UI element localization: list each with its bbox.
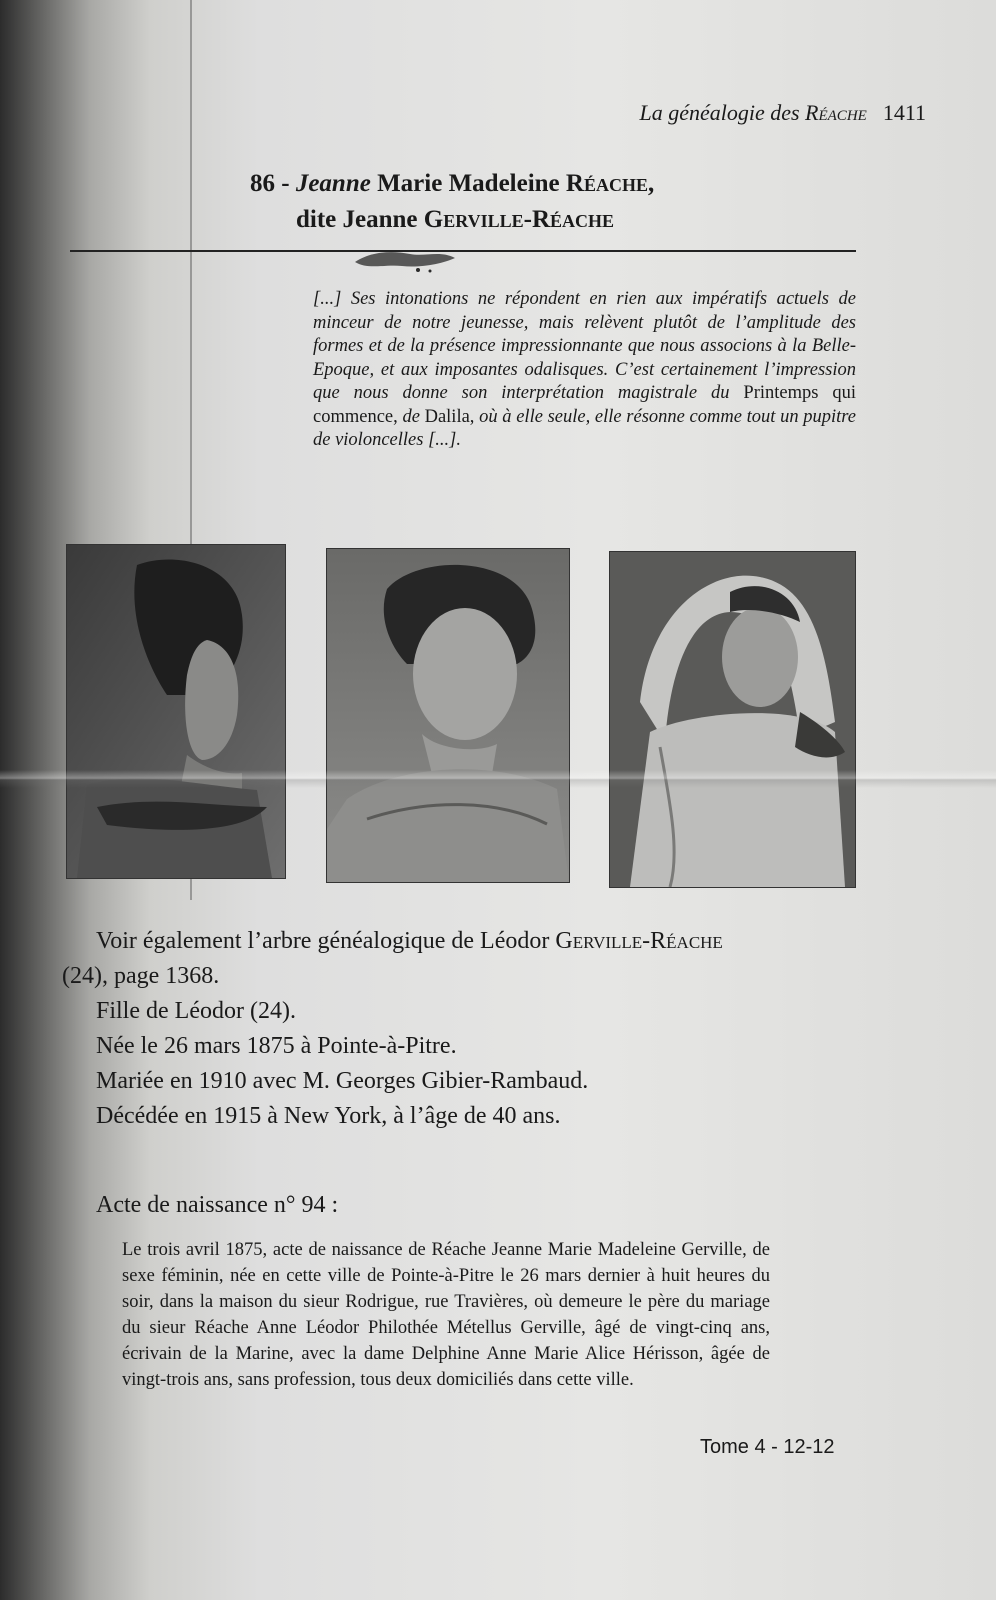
birth-record-text: Le trois avril 1875, acte de naissance de Réache Jeanne Marie Madeleine Gerville, de sexe féminin, née en cette ville de Pointe-à-Pitre le 26 mars dernier à huit heures du soir, dans la maison du sieur Rodrigue, rue Travières, où demeure le père du mariage du sieur Réache Anne Léodor Philothée Métellus Gerville, âgé de vingt-cinq ans, écrivain de la Marine, avec la dame Delphine Anne Marie Alice Hérisson, âgée de vingt-trois ans, sans profession, tous deux domiciliés dans cette ville. xyxy=(122,1240,770,1390)
see-also-paragraph: Voir également l’arbre généalogique de Léodor Gerville-Réache (24), page 1368. xyxy=(62,928,723,989)
ink-smudge-decoration xyxy=(350,244,460,274)
chapter-title xyxy=(250,166,654,238)
page-fold-crease xyxy=(0,770,996,788)
chapter-title-line-2: dite Jeanne Gerville-Réache xyxy=(296,206,615,233)
title-divider xyxy=(70,250,856,252)
portrait-photo-1 xyxy=(66,544,286,879)
portrait-photo-3 xyxy=(609,551,856,888)
page-number: 1411 xyxy=(882,100,926,125)
death-line: Décédée en 1915 à New York, à l’âge de 40 ans. xyxy=(96,1103,561,1129)
opening-quote: [...] Ses intonations ne répondent en rien aux impératifs actuels de minceur de notre jeunesse, mais relèvent plutôt de l’amplitude des formes et de la présence impressionnante que nous associons à la Belle-Epoque, et aux imposantes odalisques. C’est certainement l’impression que nous donne son interprétation magistrale du Printemps qui commence, de Dalila, où à elle seule, elle résonne comme tout un pupitre de violoncelles [...]. xyxy=(313,289,857,450)
marriage-line: Mariée en 1910 avec M. Georges Gibier-Rambaud. xyxy=(96,1068,589,1094)
biography-section xyxy=(62,924,852,1134)
portrait-photo-2 xyxy=(326,548,570,883)
birth-line: Née le 26 mars 1875 à Pointe-à-Pitre. xyxy=(96,1033,457,1059)
page-footer: Tome 4 - 12-12 xyxy=(700,1436,835,1458)
chapter-title-line-1: 86 - Jeanne Marie Madeleine Réache, xyxy=(250,170,655,197)
daughter-of-line: Fille de Léodor (24). xyxy=(96,998,296,1024)
running-header xyxy=(639,100,926,126)
birth-record-heading: Acte de naissance n° 94 : xyxy=(96,1192,339,1218)
running-title: La généalogie des Réache xyxy=(639,100,867,125)
